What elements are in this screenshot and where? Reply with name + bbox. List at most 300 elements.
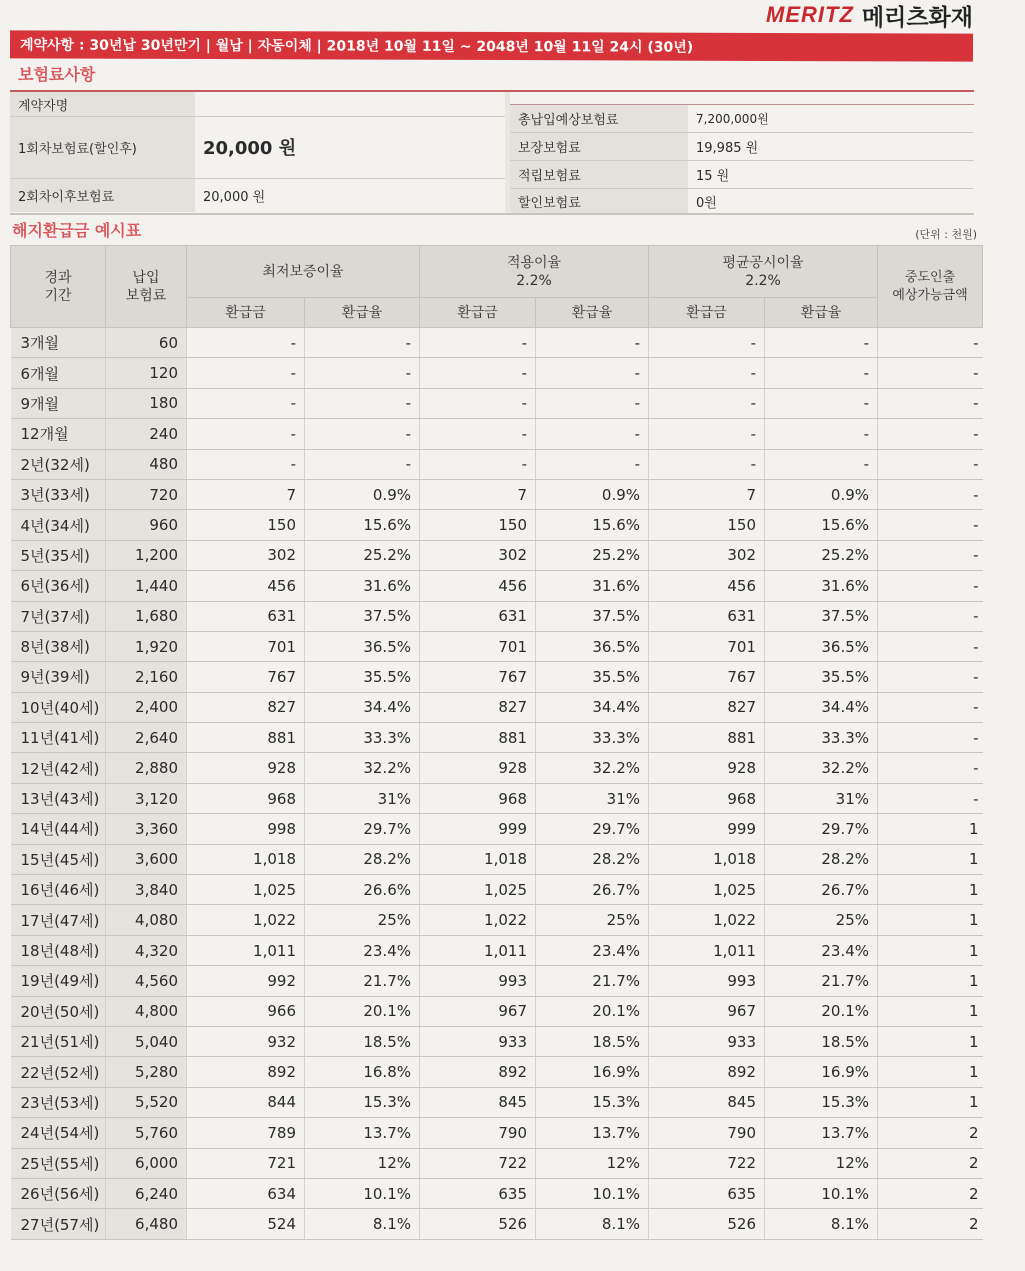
cell-avg-ratio: 10.1% [765, 1178, 878, 1208]
table-row [11, 540, 983, 570]
cell-avg-ratio: 34.4% [765, 692, 878, 722]
cell-withdraw: - [878, 753, 983, 783]
header-refund: 환급금 [420, 298, 536, 328]
cell-avg-ratio: 15.6% [765, 510, 878, 540]
cell-period: 12년(42세) [11, 753, 106, 783]
cell-avg-ratio: 8.1% [765, 1209, 878, 1239]
cell-avg-refund: 845 [649, 1087, 765, 1117]
divider [505, 92, 510, 213]
cell-min-refund: - [187, 449, 305, 479]
cell-withdraw: 2 [878, 1118, 983, 1148]
cell-withdraw: - [878, 783, 983, 813]
cell-min-ratio: 33.3% [305, 723, 420, 753]
cell-min-refund: - [187, 419, 305, 449]
header-min-rate: 최저보증이율 [187, 246, 420, 298]
cell-period: 6년(36세) [11, 571, 106, 601]
cell-min-ratio: 31% [305, 783, 420, 813]
cell-applied-refund: 892 [420, 1057, 536, 1087]
cell-min-ratio: 35.5% [305, 662, 420, 692]
cell-min-ratio: 31.6% [305, 571, 420, 601]
header-applied-rate: 적용이율 2.2% [420, 246, 649, 298]
cell-min-refund: 844 [187, 1087, 305, 1117]
header-ratio: 환급율 [765, 298, 878, 328]
cell-applied-ratio: - [536, 358, 649, 388]
cell-avg-ratio: 37.5% [765, 601, 878, 631]
cell-avg-refund: 526 [649, 1209, 765, 1239]
cell-period: 9년(39세) [11, 662, 106, 692]
cell-withdraw: 2 [878, 1178, 983, 1208]
cell-min-refund: 1,022 [187, 905, 305, 935]
cell-min-ratio: 10.1% [305, 1178, 420, 1208]
cell-withdraw: 1 [878, 905, 983, 935]
cell-min-refund: 302 [187, 540, 305, 570]
cell-min-refund: 892 [187, 1057, 305, 1087]
cell-avg-ratio: 21.7% [765, 966, 878, 996]
cell-paid: 3,600 [106, 844, 187, 874]
cell-paid: 5,040 [106, 1026, 187, 1056]
cell-applied-ratio: 35.5% [536, 662, 649, 692]
cell-avg-ratio: - [765, 449, 878, 479]
cell-avg-refund: 456 [649, 571, 765, 601]
cell-min-refund: 789 [187, 1118, 305, 1148]
cell-period: 19년(49세) [11, 966, 106, 996]
cell-period: 26년(56세) [11, 1178, 106, 1208]
cell-avg-refund: - [649, 449, 765, 479]
cell-avg-ratio: 25% [765, 905, 878, 935]
cell-avg-refund: 722 [649, 1148, 765, 1178]
cell-applied-ratio: - [536, 388, 649, 418]
cell-paid: 2,400 [106, 692, 187, 722]
cell-avg-refund: 881 [649, 723, 765, 753]
cell-period: 22년(52세) [11, 1057, 106, 1087]
cell-period: 11년(41세) [11, 723, 106, 753]
cell-applied-refund: - [420, 388, 536, 418]
cell-withdraw: 1 [878, 935, 983, 965]
table-row [11, 358, 983, 388]
cell-applied-refund: - [420, 358, 536, 388]
cell-min-ratio: 8.1% [305, 1209, 420, 1239]
cell-avg-ratio: 28.2% [765, 844, 878, 874]
cell-min-ratio: - [305, 419, 420, 449]
cell-applied-refund: 1,011 [420, 935, 536, 965]
cell-paid: 480 [106, 449, 187, 479]
cell-paid: 4,800 [106, 996, 187, 1026]
cell-applied-ratio: 31.6% [536, 571, 649, 601]
cell-withdraw: 1 [878, 1026, 983, 1056]
cell-applied-ratio: 16.9% [536, 1057, 649, 1087]
cell-avg-refund: - [649, 419, 765, 449]
cell-period: 5년(35세) [11, 540, 106, 570]
cell-avg-refund: 701 [649, 631, 765, 661]
cell-min-refund: 1,011 [187, 935, 305, 965]
cell-paid: 6,000 [106, 1148, 187, 1178]
table-row [11, 1026, 983, 1056]
cell-withdraw: 2 [878, 1148, 983, 1178]
table-row [11, 479, 983, 509]
cell-min-ratio: - [305, 358, 420, 388]
discount-label: 할인보험료 [510, 188, 688, 214]
table-row [11, 328, 983, 358]
cell-min-refund: 992 [187, 966, 305, 996]
cell-avg-ratio: 32.2% [765, 753, 878, 783]
table-row [11, 1148, 983, 1178]
cell-avg-ratio: 26.7% [765, 875, 878, 905]
contractor-label: 계약자명 [10, 92, 195, 116]
cell-applied-refund: 1,025 [420, 875, 536, 905]
cell-period: 23년(53세) [11, 1087, 106, 1117]
divider [510, 188, 974, 189]
divider [510, 160, 974, 161]
cell-applied-refund: 7 [420, 479, 536, 509]
header-period: 경과 기간 [11, 246, 106, 328]
cell-period: 24년(54세) [11, 1118, 106, 1148]
cell-avg-ratio: - [765, 358, 878, 388]
cell-paid: 6,480 [106, 1209, 187, 1239]
cell-applied-ratio: 23.4% [536, 935, 649, 965]
cell-avg-ratio: 23.4% [765, 935, 878, 965]
cell-min-ratio: 20.1% [305, 996, 420, 1026]
cell-withdraw: - [878, 662, 983, 692]
cell-applied-refund: 701 [420, 631, 536, 661]
cell-avg-ratio: - [765, 419, 878, 449]
cell-min-refund: 150 [187, 510, 305, 540]
cell-applied-refund: 845 [420, 1087, 536, 1117]
table-row [11, 601, 983, 631]
cell-applied-ratio: 15.3% [536, 1087, 649, 1117]
table-row [11, 1178, 983, 1208]
cell-avg-ratio: - [765, 328, 878, 358]
cell-period: 21년(51세) [11, 1026, 106, 1056]
cell-avg-ratio: 25.2% [765, 540, 878, 570]
cell-period: 9개월 [11, 388, 106, 418]
cell-avg-ratio: 33.3% [765, 723, 878, 753]
cell-withdraw: - [878, 571, 983, 601]
cell-applied-refund: - [420, 328, 536, 358]
cell-applied-refund: 928 [420, 753, 536, 783]
cell-min-ratio: 15.3% [305, 1087, 420, 1117]
cell-withdraw: 2 [878, 1209, 983, 1239]
cell-min-refund: 998 [187, 814, 305, 844]
brand-name-ko: 메리츠화재 [861, 4, 973, 31]
cell-avg-refund: 635 [649, 1178, 765, 1208]
cell-avg-refund: 1,011 [649, 935, 765, 965]
cell-withdraw: - [878, 601, 983, 631]
header-avg-rate: 평균공시이율 2.2% [649, 246, 878, 298]
total-expected-label: 총납입예상보험료 [510, 104, 688, 132]
cell-period: 16년(46세) [11, 875, 106, 905]
cell-min-ratio: 28.2% [305, 844, 420, 874]
cell-withdraw: - [878, 358, 983, 388]
cell-applied-ratio: 21.7% [536, 966, 649, 996]
cell-withdraw: - [878, 723, 983, 753]
cell-avg-refund: 999 [649, 814, 765, 844]
cell-period: 2년(32세) [11, 449, 106, 479]
cell-applied-refund: 1,018 [420, 844, 536, 874]
cell-paid: 180 [106, 388, 187, 418]
cell-paid: 1,200 [106, 540, 187, 570]
cell-period: 14년(44세) [11, 814, 106, 844]
table-row [11, 996, 983, 1026]
header-refund: 환급금 [187, 298, 305, 328]
cell-paid: 4,560 [106, 966, 187, 996]
cell-withdraw: - [878, 328, 983, 358]
cell-avg-refund: 302 [649, 540, 765, 570]
cell-min-ratio: 34.4% [305, 692, 420, 722]
cell-paid: 120 [106, 358, 187, 388]
cell-min-refund: 456 [187, 571, 305, 601]
cell-applied-ratio: 34.4% [536, 692, 649, 722]
cell-min-ratio: 23.4% [305, 935, 420, 965]
cell-applied-ratio: 37.5% [536, 601, 649, 631]
cell-applied-ratio: 20.1% [536, 996, 649, 1026]
cell-avg-ratio: 20.1% [765, 996, 878, 1026]
cell-withdraw: - [878, 479, 983, 509]
cell-applied-ratio: 29.7% [536, 814, 649, 844]
cell-period: 17년(47세) [11, 905, 106, 935]
later-premium-value: 20,000 원 [203, 189, 266, 205]
table-row [11, 723, 983, 753]
cell-avg-ratio: 13.7% [765, 1118, 878, 1148]
cell-applied-ratio: 13.7% [536, 1118, 649, 1148]
cell-avg-refund: 993 [649, 966, 765, 996]
cell-avg-ratio: 15.3% [765, 1087, 878, 1117]
cell-withdraw: - [878, 631, 983, 661]
table-row [11, 631, 983, 661]
cell-applied-ratio: - [536, 419, 649, 449]
cell-paid: 4,080 [106, 905, 187, 935]
cell-min-refund: 881 [187, 723, 305, 753]
cell-applied-refund: 827 [420, 692, 536, 722]
cell-applied-ratio: 31% [536, 783, 649, 813]
cell-applied-ratio: 0.9% [536, 479, 649, 509]
cell-min-refund: 767 [187, 662, 305, 692]
cell-applied-refund: 1,022 [420, 905, 536, 935]
cell-avg-ratio: 36.5% [765, 631, 878, 661]
cell-applied-refund: 790 [420, 1118, 536, 1148]
cell-min-ratio: 0.9% [305, 479, 420, 509]
coverage-label: 보장보험료 [510, 132, 688, 160]
contractor-value [195, 92, 505, 116]
cell-min-ratio: 13.7% [305, 1118, 420, 1148]
header-ratio: 환급율 [305, 298, 420, 328]
cell-applied-refund: - [420, 419, 536, 449]
cell-paid: 5,280 [106, 1057, 187, 1087]
divider [10, 213, 974, 215]
cell-avg-refund: 1,022 [649, 905, 765, 935]
cell-paid: 960 [106, 510, 187, 540]
cell-avg-refund: 928 [649, 753, 765, 783]
cell-applied-ratio: - [536, 328, 649, 358]
table-row [11, 966, 983, 996]
cell-period: 10년(40세) [11, 692, 106, 722]
cell-min-refund: 932 [187, 1026, 305, 1056]
cell-period: 6개월 [11, 358, 106, 388]
cell-min-refund: - [187, 388, 305, 418]
cell-avg-refund: 767 [649, 662, 765, 692]
cell-paid: 1,920 [106, 631, 187, 661]
cell-min-refund: - [187, 358, 305, 388]
cell-paid: 1,680 [106, 601, 187, 631]
cell-min-ratio: 21.7% [305, 966, 420, 996]
cell-applied-refund: 150 [420, 510, 536, 540]
cell-min-refund: 968 [187, 783, 305, 813]
cell-withdraw: - [878, 540, 983, 570]
cell-min-ratio: 37.5% [305, 601, 420, 631]
cell-applied-refund: 999 [420, 814, 536, 844]
cell-min-refund: 701 [187, 631, 305, 661]
cell-applied-refund: 635 [420, 1178, 536, 1208]
cell-period: 8년(38세) [11, 631, 106, 661]
cell-applied-ratio: 18.5% [536, 1026, 649, 1056]
cell-applied-ratio: 36.5% [536, 631, 649, 661]
cell-paid: 2,160 [106, 662, 187, 692]
cell-withdraw: 1 [878, 814, 983, 844]
cell-paid: 3,120 [106, 783, 187, 813]
cell-withdraw: - [878, 510, 983, 540]
refund-section-title: 해지환급금 예시표 [12, 221, 142, 240]
cell-applied-refund: 967 [420, 996, 536, 1026]
cell-min-ratio: - [305, 388, 420, 418]
cell-applied-refund: 631 [420, 601, 536, 631]
cell-paid: 720 [106, 479, 187, 509]
later-premium-label: 2회차이후보험료 [10, 178, 195, 212]
cell-min-refund: 1,025 [187, 875, 305, 905]
coverage-value: 19,985 원 [696, 140, 759, 156]
header-withdraw: 중도인출 예상가능금액 [878, 246, 983, 328]
cell-avg-refund: - [649, 358, 765, 388]
header-paid: 납입 보험료 [106, 246, 187, 328]
cell-period: 25년(55세) [11, 1148, 106, 1178]
cell-withdraw: 1 [878, 844, 983, 874]
first-premium-label: 1회차보험료(할인후) [10, 116, 195, 178]
table-row [11, 814, 983, 844]
cell-avg-refund: 150 [649, 510, 765, 540]
divider [510, 132, 974, 133]
premium-section-title: 보험료사항 [18, 65, 96, 84]
cell-period: 7년(37세) [11, 601, 106, 631]
table-row [11, 419, 983, 449]
cell-min-ratio: 32.2% [305, 753, 420, 783]
cell-avg-refund: 1,025 [649, 875, 765, 905]
table-row [11, 1118, 983, 1148]
cell-applied-ratio: 26.7% [536, 875, 649, 905]
cell-paid: 2,640 [106, 723, 187, 753]
cell-applied-refund: 456 [420, 571, 536, 601]
cell-avg-ratio: 16.9% [765, 1057, 878, 1087]
cell-avg-ratio: 31% [765, 783, 878, 813]
cell-min-refund: 524 [187, 1209, 305, 1239]
cell-avg-refund: 967 [649, 996, 765, 1026]
cell-withdraw: 1 [878, 966, 983, 996]
cell-avg-ratio: 35.5% [765, 662, 878, 692]
cell-min-refund: 634 [187, 1178, 305, 1208]
cell-withdraw: 1 [878, 875, 983, 905]
cell-period: 3개월 [11, 328, 106, 358]
table-row [11, 875, 983, 905]
cell-min-ratio: 15.6% [305, 510, 420, 540]
cell-avg-refund: 968 [649, 783, 765, 813]
cell-withdraw: 1 [878, 996, 983, 1026]
cell-applied-refund: 302 [420, 540, 536, 570]
cell-applied-refund: 881 [420, 723, 536, 753]
total-expected-value: 7,200,000원 [696, 111, 769, 126]
header-ratio: 환급율 [536, 298, 649, 328]
cell-min-ratio: - [305, 449, 420, 479]
cell-min-ratio: 29.7% [305, 814, 420, 844]
cell-avg-ratio: 0.9% [765, 479, 878, 509]
premium-summary [10, 90, 974, 216]
cell-avg-refund: 827 [649, 692, 765, 722]
cell-avg-refund: 933 [649, 1026, 765, 1056]
cell-min-ratio: 16.8% [305, 1057, 420, 1087]
cell-period: 3년(33세) [11, 479, 106, 509]
cell-applied-ratio: 25% [536, 905, 649, 935]
cell-applied-ratio: 33.3% [536, 723, 649, 753]
cell-paid: 5,760 [106, 1118, 187, 1148]
cell-paid: 2,880 [106, 753, 187, 783]
cell-min-refund: 7 [187, 479, 305, 509]
cell-applied-ratio: 28.2% [536, 844, 649, 874]
cell-applied-ratio: - [536, 449, 649, 479]
cell-min-ratio: 18.5% [305, 1026, 420, 1056]
cell-withdraw: 1 [878, 1057, 983, 1087]
cell-avg-refund: 1,018 [649, 844, 765, 874]
cell-applied-ratio: 12% [536, 1148, 649, 1178]
discount-value: 0원 [696, 195, 717, 211]
savings-label: 적립보험료 [510, 160, 688, 188]
cell-min-refund: - [187, 328, 305, 358]
cell-avg-ratio: - [765, 388, 878, 418]
table-row [11, 1087, 983, 1117]
table-row [11, 692, 983, 722]
cell-min-refund: 721 [187, 1148, 305, 1178]
cell-paid: 3,840 [106, 875, 187, 905]
cell-avg-ratio: 31.6% [765, 571, 878, 601]
divider [510, 104, 974, 105]
table-row [11, 510, 983, 540]
cell-paid: 4,320 [106, 935, 187, 965]
cell-min-refund: 631 [187, 601, 305, 631]
cell-avg-refund: 790 [649, 1118, 765, 1148]
table-row [11, 571, 983, 601]
header-refund: 환급금 [649, 298, 765, 328]
table-row [11, 1209, 983, 1239]
cell-avg-refund: 631 [649, 601, 765, 631]
table-row [11, 935, 983, 965]
cell-withdraw: - [878, 449, 983, 479]
cell-withdraw: - [878, 692, 983, 722]
cell-paid: 60 [106, 328, 187, 358]
cell-min-refund: 1,018 [187, 844, 305, 874]
cell-withdraw: - [878, 419, 983, 449]
cell-applied-ratio: 15.6% [536, 510, 649, 540]
table-row [11, 844, 983, 874]
cell-applied-refund: 993 [420, 966, 536, 996]
cell-min-ratio: 25.2% [305, 540, 420, 570]
brand-logo [766, 0, 973, 30]
cell-avg-ratio: 12% [765, 1148, 878, 1178]
table-row [11, 783, 983, 813]
cell-min-refund: 928 [187, 753, 305, 783]
unit-label: (단위 : 천원) [915, 228, 977, 241]
cell-period: 4년(34세) [11, 510, 106, 540]
cell-period: 15년(45세) [11, 844, 106, 874]
cell-avg-ratio: 18.5% [765, 1026, 878, 1056]
table-row [11, 753, 983, 783]
table-row [11, 449, 983, 479]
table-row [11, 1057, 983, 1087]
cell-period: 13년(43세) [11, 783, 106, 813]
